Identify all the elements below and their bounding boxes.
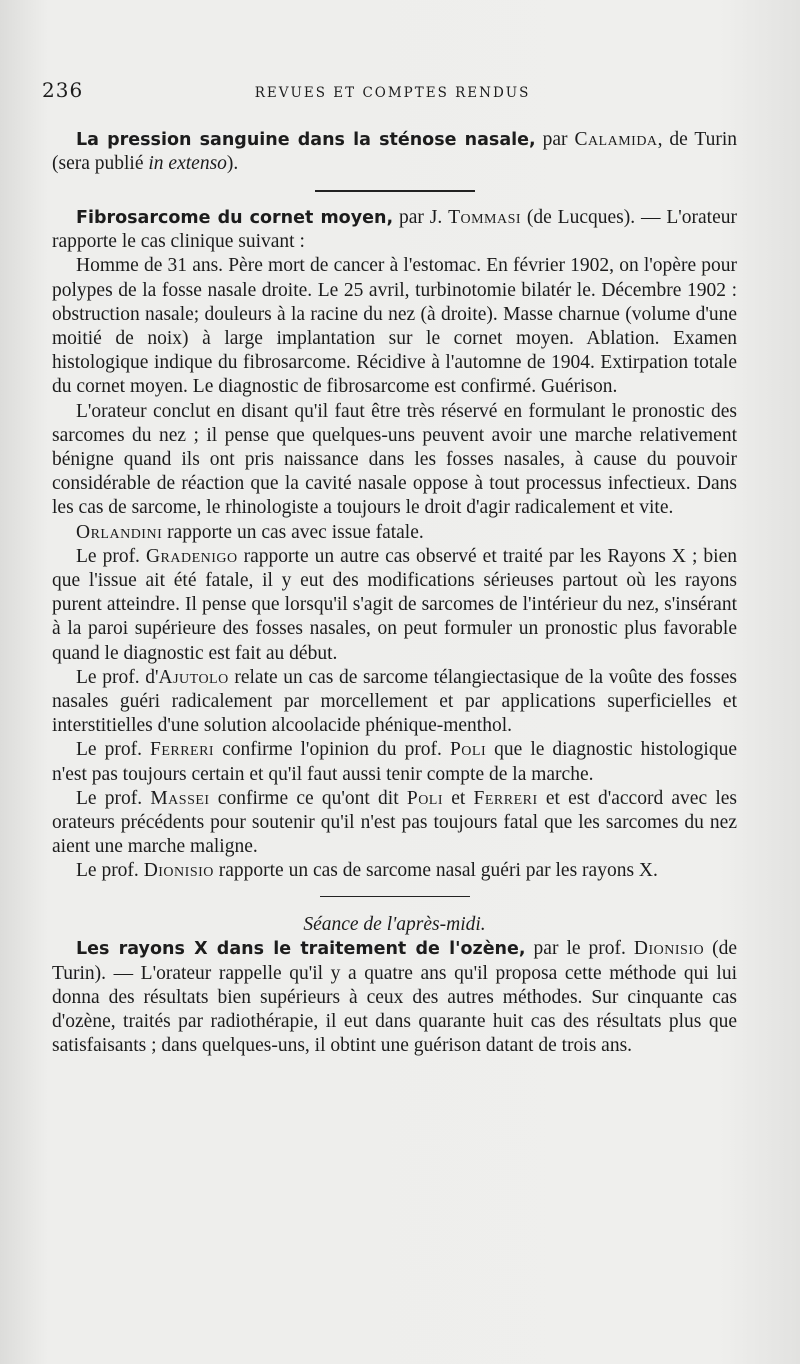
paragraph-text: confirme l'opinion du prof. [214, 739, 450, 761]
article-rest: , de Turin (sera publié [52, 129, 737, 175]
paragraph [52, 521, 737, 545]
speaker-name: Massei [150, 787, 210, 809]
speaker-name: Dionisio [143, 860, 214, 882]
article-by: par le prof. [525, 938, 634, 960]
paragraph-text: relate un cas de sarcome télangiectasique de la voûte des fosses nasales guéri radicalement par morcellement et par applications superficielles et interstitielles d'une solution alcoolacide phénique-menthol. [52, 666, 737, 737]
paragraph-text: rapporte un cas avec issue fatale. [162, 521, 424, 543]
article-title: Fibrosarcome du cornet moyen, [76, 207, 394, 228]
article-by: par J. [393, 206, 449, 228]
paragraph [52, 545, 737, 666]
paragraph-prefix: Le prof. d' [76, 666, 159, 688]
paragraph-text: confirme ce qu'ont dit [209, 787, 407, 809]
paragraph-prefix: Le prof. [76, 545, 146, 567]
author-name: Tommasi [448, 206, 522, 228]
paragraph-text: et [443, 787, 474, 809]
article-rayons-x [52, 937, 737, 1058]
italic-text: in extenso [148, 153, 227, 175]
paragraph-prefix: Le prof. [76, 860, 144, 882]
paragraph: Homme de 31 ans. Père mort de cancer à l'estomac. En février 1902, on l'opère pour polypes de la fosse nasale droite. Le 25 avril, turbinotomie bilatér le. Décembre 1902 : obstruction nasale; douleurs à la racine du nez (à droite). Masse charnue (volume d'une moitié de noix) à large implantation sur le cornet moyen. Ablation. Examen histologique indique du fibrosarcome. Récidive à l'automne de 1904. Extirpation totale du cornet moyen. Le diagnostic de fibrosarcome est confirmé. Guérison. [52, 255, 737, 398]
paragraph-text: et est d'accord avec les orateurs précédents pour soutenir qu'il n'est pas toujours fatal que les sarcomes du nez aient une marche maligne. [52, 787, 737, 858]
paragraph [52, 738, 737, 786]
speaker-name: Orlandini [76, 521, 163, 543]
speaker-name: Ajutolo [158, 666, 229, 688]
page-number: 236 [42, 78, 84, 102]
article-title: La pression sanguine dans la sténose nasale, [76, 130, 536, 150]
paragraph [52, 787, 737, 860]
speaker-name: Poli [449, 739, 487, 761]
page-header [42, 78, 772, 102]
paragraph-prefix: Le prof. [76, 739, 150, 761]
author-name: Calamida [574, 129, 658, 150]
speaker-name: Poli [406, 787, 444, 809]
article-by: par [535, 129, 575, 150]
speaker-name: Gradenigo [145, 545, 238, 567]
article-end: ). [226, 153, 239, 175]
article-pression-sanguine [52, 128, 737, 176]
speaker-name: Ferreri [149, 739, 215, 761]
article-rest: (de Turin). — L'orateur rappelle qu'il y a quatre ans qu'il proposa cette méthode qui lui donna des résultats bien supérieurs à ceux des autres méthodes. Sur cinquante cas d'ozène, traités par radiothérapie, il eut dans quarante huit cas des résultats plus que satisfaisants ; dans quelques-uns, il obtint une guérison datant de trois ans. [52, 938, 737, 1057]
session-title: Séance de l'après-midi. [303, 914, 486, 936]
running-title: REVUES ET COMPTES RENDUS [254, 85, 531, 101]
paragraph-text: rapporte un autre cas observé et traité par les Rayons X ; bien que l'issue ait été fatale, il y eut des modifications sérieuses partout où les rayons purent atteindre. Il pense que lorsqu'il s'agit de sarcomes de l'intérieur du nez, s'insérant à la paroi supérieure des fosses nasales, on peut formuler un pronostic plus favorable quand le diagnostic est fait au début. [52, 545, 737, 664]
article-title: Les rayons X dans le traitement de l'ozène, [76, 939, 526, 960]
paragraph-text: que le diagnostic histologique n'est pas toujours certain et qu'il faut aussi tenir compte de la marche. [52, 739, 737, 785]
author-name: Dionisio [633, 938, 705, 960]
section-divider [320, 896, 470, 898]
page-body [52, 128, 737, 1058]
paragraph-text: rapporte un cas de sarcome nasal guéri par les rayons X. [213, 860, 658, 882]
speaker-name: Ferreri [473, 787, 538, 809]
paragraph: L'orateur conclut en disant qu'il faut être très réservé en formulant le pronostic des sarcomes du nez ; il pense que quelques-uns peuvent avoir une marche relativement bénigne quand ils ont pris naissance dans les fosses nasales, à cause du pouvoir considérable de réaction que la cavité nasale oppose à tout processus infectieux. Dans les cas de sarcome, le rhinologiste a toujours le droit d'agir radicalement et vite. [52, 400, 737, 519]
paragraph [52, 666, 737, 739]
article-fibrosarcome [52, 206, 737, 254]
section-divider [315, 190, 475, 192]
article-rest: (de Lucques). — L'orateur rapporte le cas clinique suivant : [52, 206, 737, 253]
paragraph [52, 859, 737, 883]
paragraph-prefix: Le prof. [76, 787, 151, 809]
